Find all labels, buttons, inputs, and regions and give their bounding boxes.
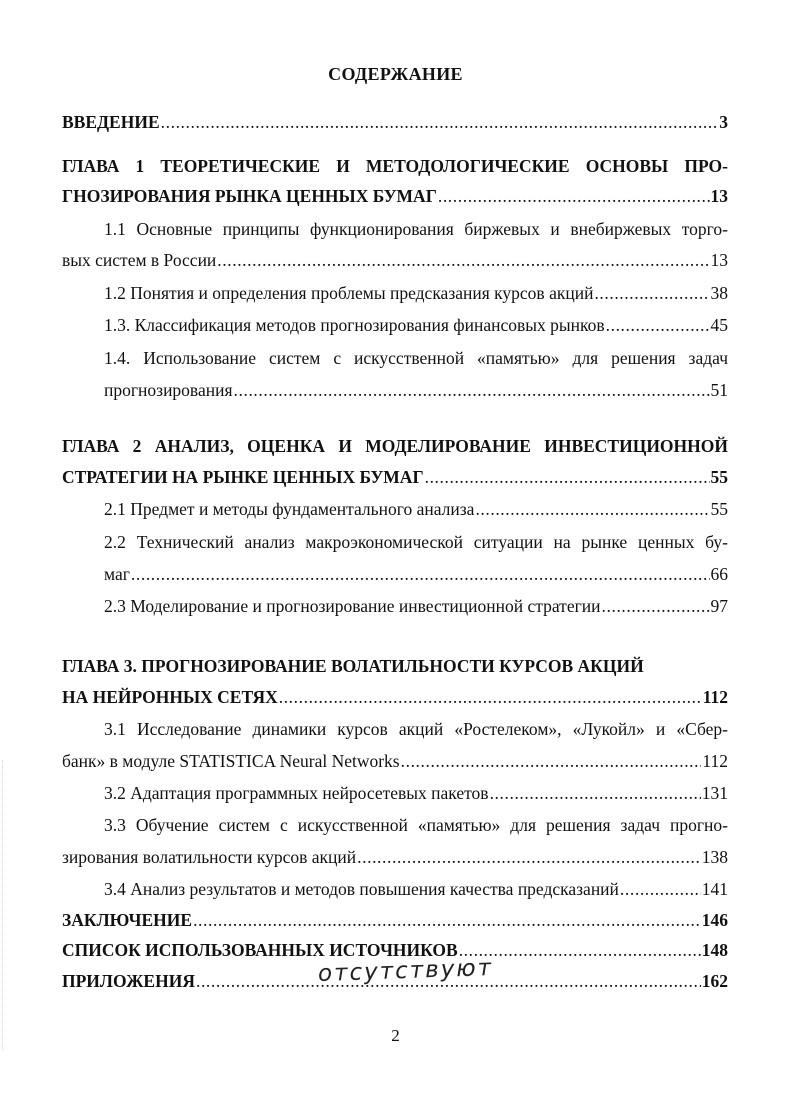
toc-section-1-1-line1[interactable]: 1.1 Основные принципы функционирования биржевых и внебиржевых торго- xyxy=(104,219,728,239)
toc-page: 138 xyxy=(701,847,728,867)
toc-page: 13 xyxy=(710,250,728,270)
toc-page: 148 xyxy=(701,940,728,960)
page-title: СОДЕРЖАНИЕ xyxy=(328,64,463,84)
toc-label: маг xyxy=(104,564,130,584)
toc-label: СПИСОК ИСПОЛЬЗОВАННЫХ ИСТОЧНИКОВ xyxy=(62,940,458,960)
toc-section-1-4-line1[interactable]: 1.4. Использование систем с искусственной «памятью» для решения задач xyxy=(104,348,728,368)
leader-dots xyxy=(401,751,702,771)
leader-dots xyxy=(357,847,701,867)
toc-page: 3 xyxy=(719,112,728,132)
toc-entry-intro[interactable] xyxy=(62,112,728,132)
toc-label: 1.3. Классификация методов прогнозирования финансовых рынков xyxy=(104,315,605,335)
toc-chapter-3-line1[interactable]: ГЛАВА 3. ПРОГНОЗИРОВАНИЕ ВОЛАТИЛЬНОСТИ КУРСОВ АКЦИЙ xyxy=(62,656,644,676)
toc-chapter-1[interactable] xyxy=(62,186,728,206)
leader-dots xyxy=(490,783,701,803)
leader-dots xyxy=(131,564,710,584)
toc-section-2-1[interactable] xyxy=(104,499,728,519)
toc-label: НА НЕЙРОННЫХ СЕТЯХ xyxy=(62,687,278,707)
toc-page: 66 xyxy=(710,564,728,584)
toc-page: 13 xyxy=(710,186,728,206)
toc-section-3-1[interactable] xyxy=(62,751,728,771)
leader-dots xyxy=(217,250,709,270)
toc-label: ЗАКЛЮЧЕНИЕ xyxy=(62,910,193,930)
toc-label: ПРИЛОЖЕНИЯ xyxy=(62,971,195,991)
toc-section-3-1-line1[interactable]: 3.1 Исследование динамики курсов акций «Ростелеком», «Лукойл» и «Сбер- xyxy=(104,719,728,739)
leader-dots xyxy=(602,596,710,616)
scan-margin-noise xyxy=(2,760,13,1050)
toc-label: 2.3 Моделирование и прогнозирование инвестиционной стратегии xyxy=(104,596,601,616)
toc-section-3-4[interactable] xyxy=(104,879,728,899)
toc-chapter-3[interactable] xyxy=(62,687,728,707)
toc-label: 3.2 Адаптация программных нейросетевых пакетов xyxy=(104,783,489,803)
leader-dots xyxy=(475,499,709,519)
toc-entry-conclusion[interactable] xyxy=(62,910,728,930)
toc-page: 112 xyxy=(702,751,728,771)
toc-label: банк» в модуле STATISTICA Neural Networks xyxy=(62,751,400,771)
toc-entry-sources[interactable] xyxy=(62,940,728,960)
toc-label: 3.4 Анализ результатов и методов повышения качества предсказаний xyxy=(104,879,619,899)
leader-dots xyxy=(438,186,710,206)
leader-dots xyxy=(193,910,701,930)
leader-dots xyxy=(279,687,702,707)
toc-page: 131 xyxy=(701,783,728,803)
toc-section-1-4[interactable] xyxy=(104,380,728,400)
toc-page: 162 xyxy=(701,971,728,991)
toc-section-1-3[interactable] xyxy=(104,315,728,335)
toc-label: ВВЕДЕНИЕ xyxy=(62,112,160,132)
toc-chapter-2[interactable] xyxy=(62,467,728,487)
toc-label: ГНОЗИРОВАНИЯ РЫНКА ЦЕННЫХ БУМАГ xyxy=(62,186,437,206)
page-number: 2 xyxy=(391,1026,400,1045)
toc-label: СТРАТЕГИИ НА РЫНКЕ ЦЕННЫХ БУМАГ xyxy=(62,467,424,487)
toc-section-2-2-line1[interactable]: 2.2 Технический анализ макроэкономической ситуации на рынке ценных бу- xyxy=(104,532,728,552)
toc-label: прогнозирования xyxy=(104,380,233,400)
toc-page: 38 xyxy=(710,283,728,303)
toc-label: зирования волатильности курсов акций xyxy=(62,847,357,867)
leader-dots xyxy=(161,112,719,132)
toc-section-2-2[interactable] xyxy=(104,564,728,584)
leader-dots xyxy=(459,940,701,960)
toc-page: 55 xyxy=(710,499,728,519)
toc-section-3-3[interactable] xyxy=(62,847,728,867)
leader-dots xyxy=(620,879,701,899)
leader-dots xyxy=(234,380,710,400)
toc-label: 2.1 Предмет и методы фундаментального анализа xyxy=(104,499,475,519)
toc-page: 45 xyxy=(710,315,728,335)
leader-dots xyxy=(606,315,710,335)
toc-section-3-2[interactable] xyxy=(104,783,728,803)
handwritten-note: отсутствуют xyxy=(317,954,494,988)
toc-label: вых систем в России xyxy=(62,250,217,270)
toc-section-2-3[interactable] xyxy=(104,596,728,616)
toc-section-3-3-line1[interactable]: 3.3 Обучение систем с искусственной «памятью» для решения задач прогно- xyxy=(104,815,728,835)
toc-page: 112 xyxy=(702,687,728,707)
toc-page: 146 xyxy=(701,910,728,930)
toc-section-1-1[interactable] xyxy=(62,250,728,270)
toc-section-1-2[interactable] xyxy=(104,283,728,303)
toc-label: 1.2 Понятия и определения проблемы предсказания курсов акций xyxy=(104,283,594,303)
toc-page: 51 xyxy=(710,380,728,400)
toc-chapter-2-line1[interactable]: ГЛАВА 2 АНАЛИЗ, ОЦЕНКА И МОДЕЛИРОВАНИЕ ИНВЕСТИЦИОННОЙ xyxy=(62,436,728,456)
toc-chapter-1-line1[interactable]: ГЛАВА 1 ТЕОРЕТИЧЕСКИЕ И МЕТОДОЛОГИЧЕСКИЕ ОСНОВЫ ПРО- xyxy=(62,156,728,176)
leader-dots xyxy=(594,283,709,303)
toc-page: 97 xyxy=(710,596,728,616)
toc-page: 141 xyxy=(701,879,728,899)
toc-page: 55 xyxy=(710,467,728,487)
leader-dots xyxy=(425,467,710,487)
